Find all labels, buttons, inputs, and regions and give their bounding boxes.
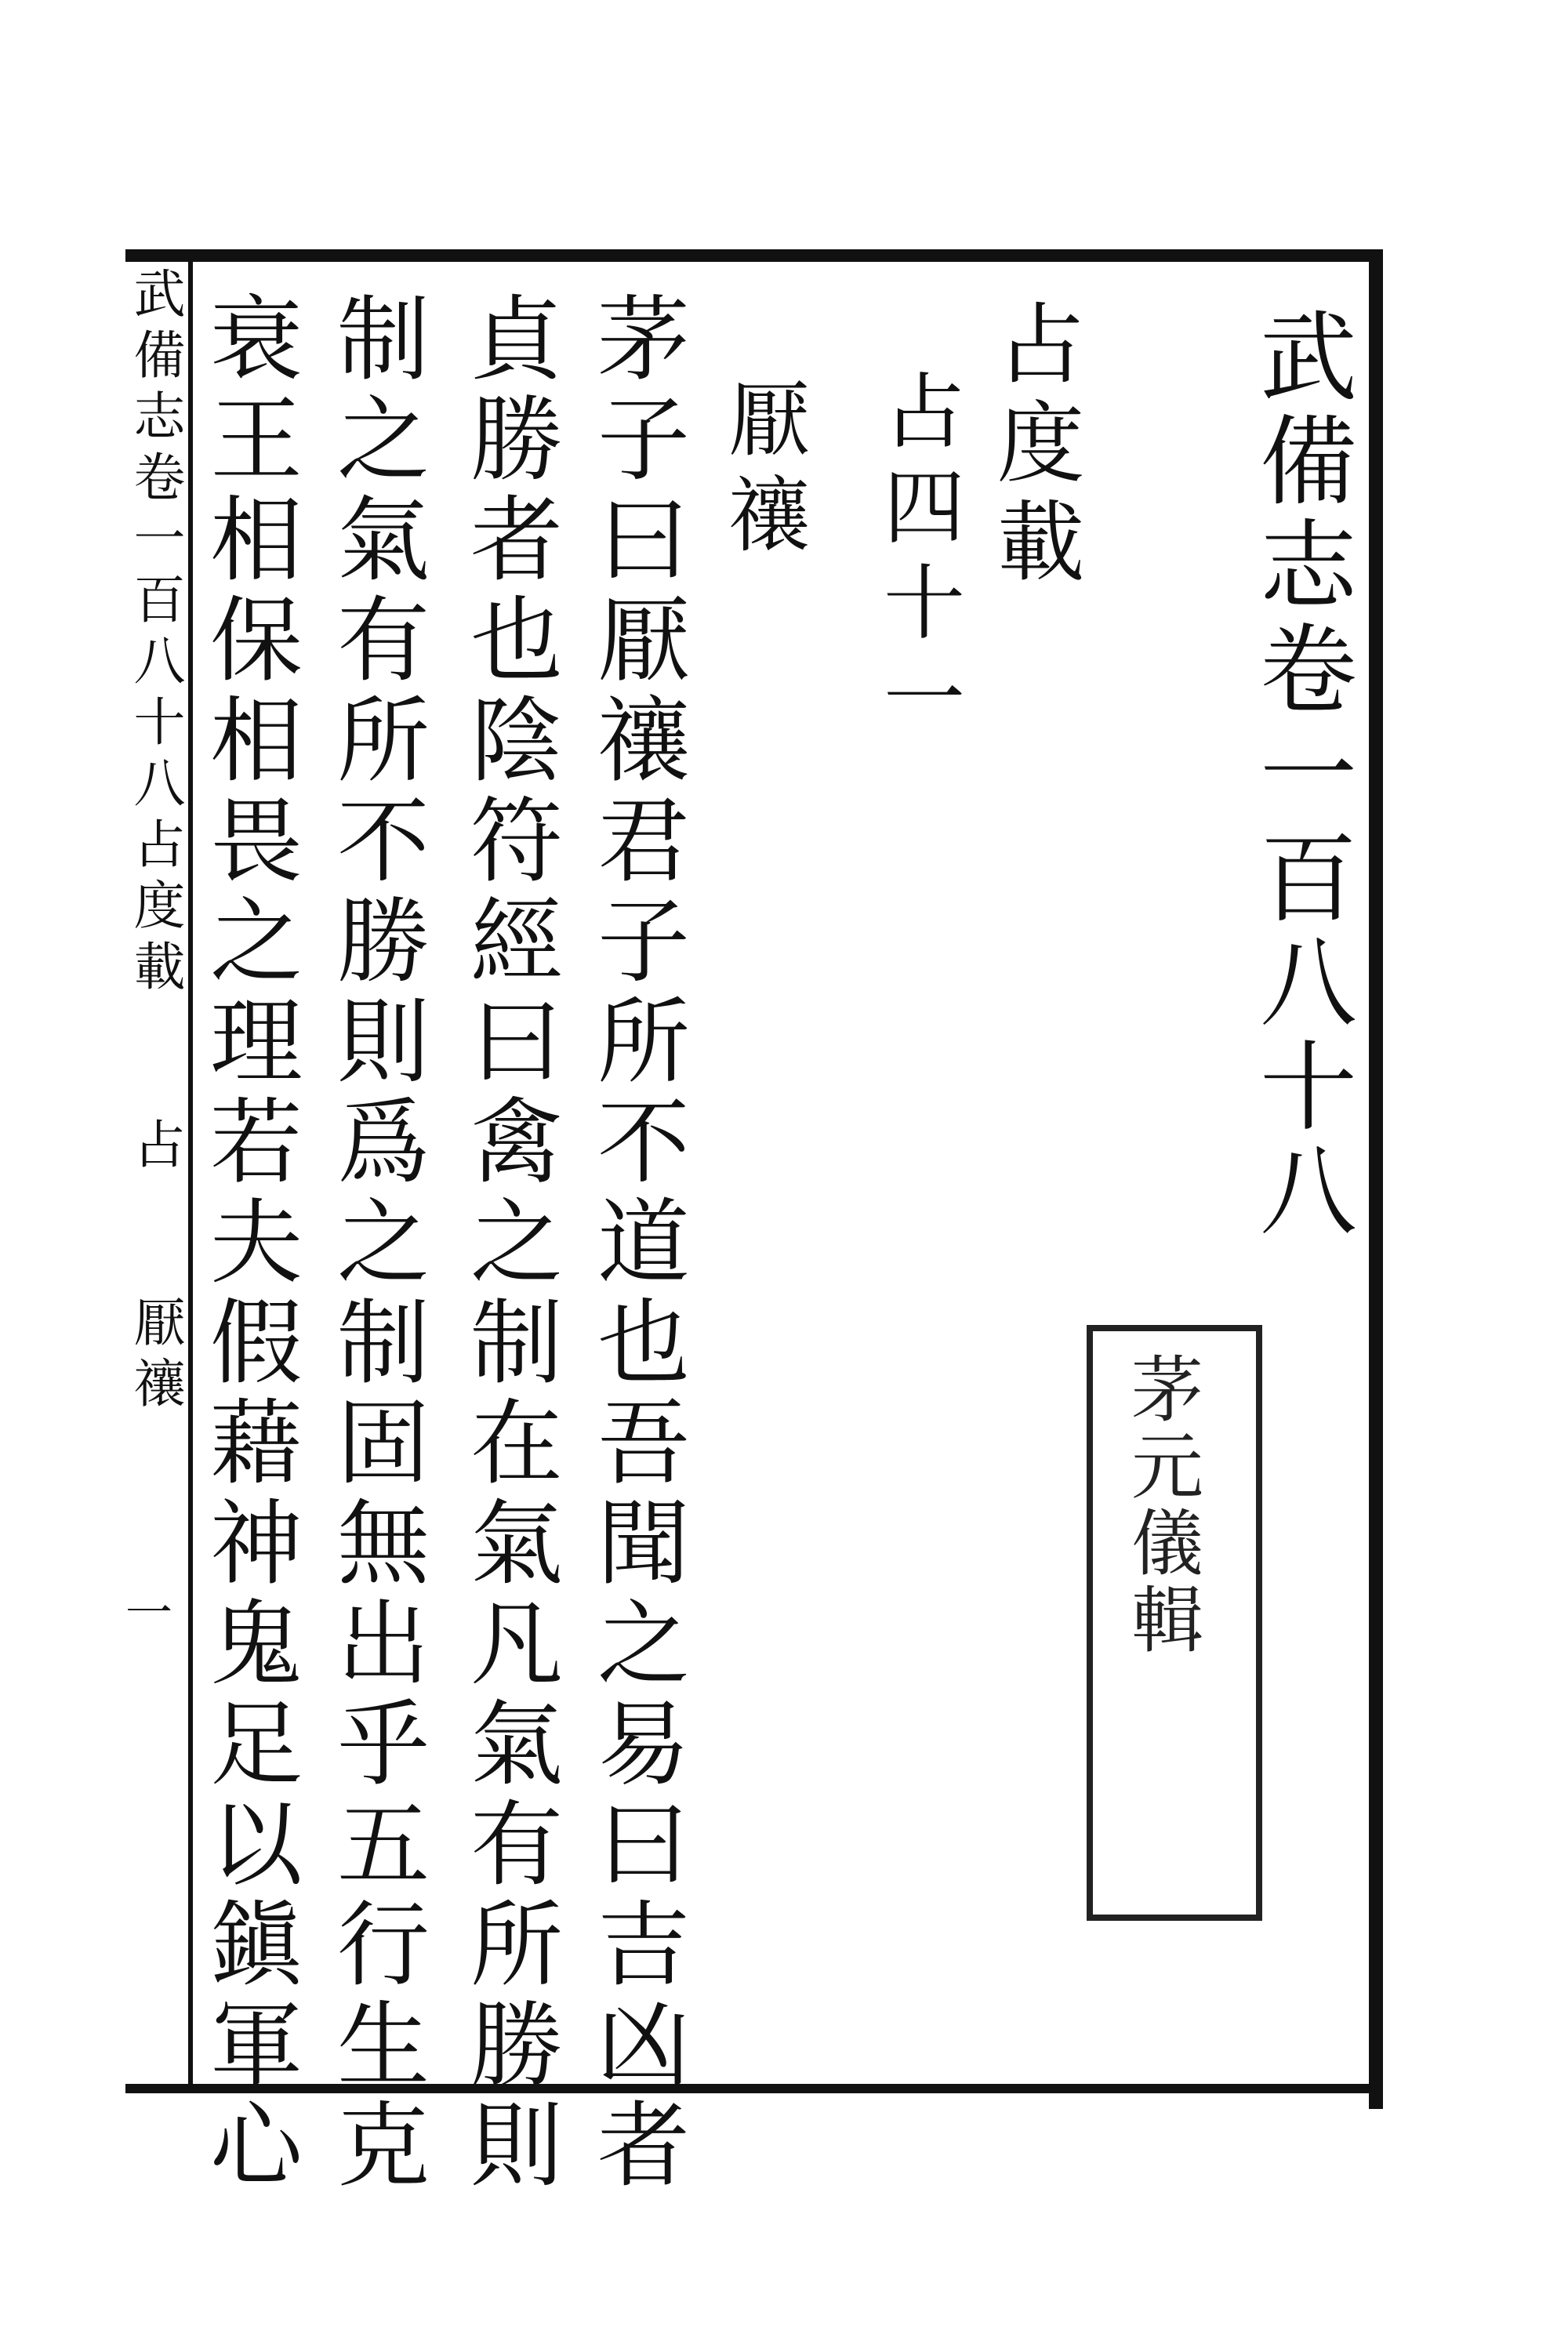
frame-right-border	[1369, 249, 1383, 2109]
subsection-title: 占四十一	[869, 368, 965, 751]
author-seal	[1087, 1325, 1262, 1921]
margin-section: 占	[125, 1117, 185, 1178]
author-seal-text: 茅元儀輯	[1120, 1352, 1203, 1659]
chapter-heading: 厭禳	[714, 376, 810, 568]
margin-folio-number: 一	[125, 1586, 172, 1641]
book-title: 武備志卷一百八十八	[1243, 306, 1356, 1244]
frame-bottom-border	[125, 2084, 1383, 2093]
body-column-2: 貞勝者也陰符經曰禽之制在氣凡氣有所勝則	[455, 290, 563, 2197]
margin-rule	[188, 262, 193, 2084]
margin-heading: 武備志卷一百八十八占度載	[125, 267, 185, 1000]
body-column-3: 制之氣有所不勝則爲之制固無出乎五行生克	[321, 290, 430, 2197]
frame-top-border	[125, 249, 1381, 262]
margin-topic: 厭禳	[125, 1295, 185, 1417]
section-title: 占度載	[982, 298, 1084, 594]
body-column-4: 衰王相保相畏之理若夫假藉神鬼足以鎭軍心	[194, 290, 303, 2197]
body-column-1: 茅子曰厭禳君子所不道也吾聞之易曰吉凶者	[582, 290, 690, 2197]
margin-column	[118, 267, 185, 1417]
